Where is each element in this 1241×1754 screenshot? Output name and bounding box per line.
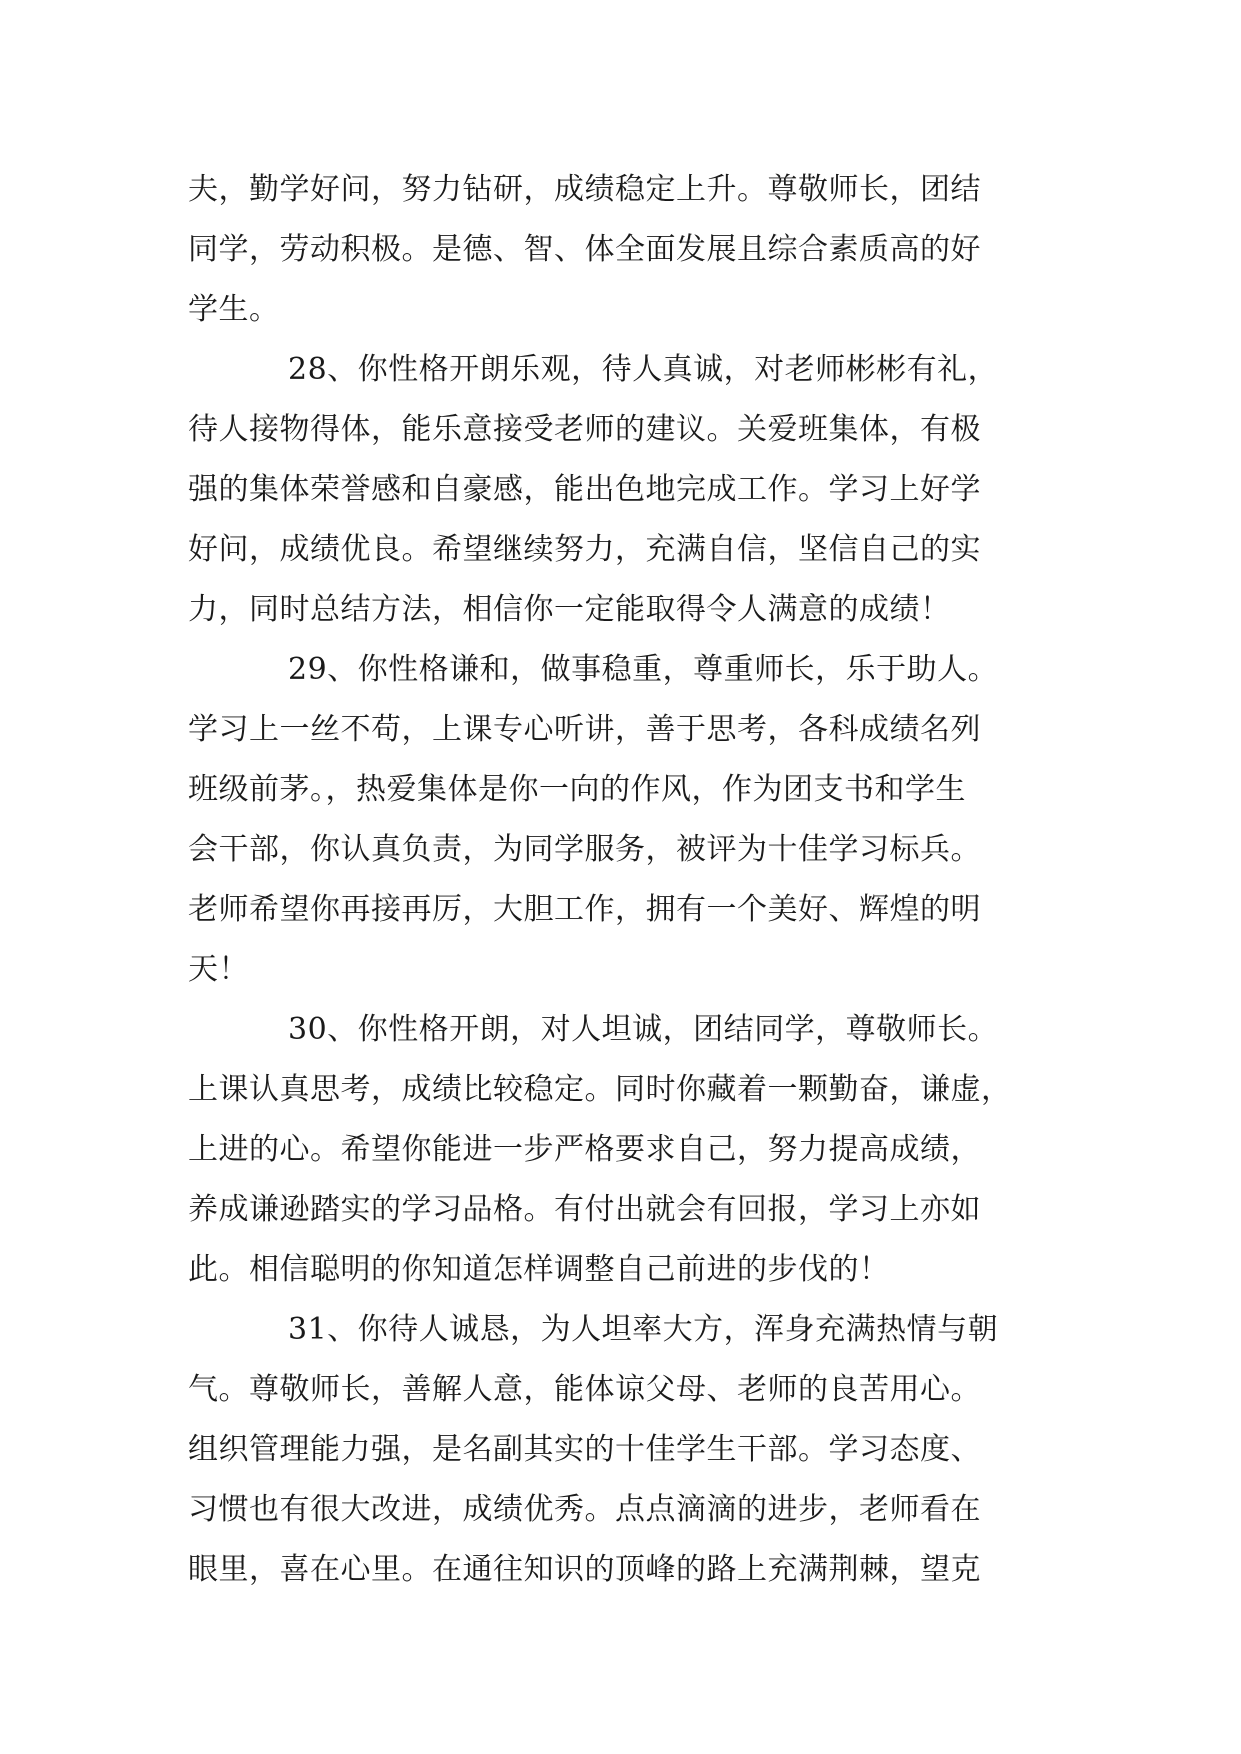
paragraph [188,340,1060,640]
text-line: 力，同时总结方法，相信你一定能取得令人满意的成绩！ [188,592,951,627]
paragraph [188,1300,1060,1600]
text-line: 29、你性格谦和，做事稳重，尊重师长，乐于助人。 [288,652,999,687]
text-line: 气。尊敬师长，善解人意，能体谅父母、老师的良苦用心。 [188,1372,981,1407]
text-line: 此。相信聪明的你知道怎样调整自己前进的步伐的！ [188,1252,890,1287]
text-line: 上课认真思考，成绩比较稳定。同时你藏着一颗勤奋，谦虚， [188,1072,1012,1107]
paragraph [188,160,1060,340]
text-line: 班级前茅。，热爱集体是你一向的作风，作为团支书和学生 [188,772,966,807]
text-line: 养成谦逊踏实的学习品格。有付出就会有回报，学习上亦如 [188,1192,981,1227]
text-line: 组织管理能力强，是名副其实的十佳学生干部。学习态度、 [188,1432,981,1467]
text-line: 天！ [188,952,249,987]
text-line: 31、你待人诚恳，为人坦率大方，浑身充满热情与朝 [288,1312,999,1347]
document-body [188,160,1060,1600]
text-line: 夫，勤学好问，努力钻研，成绩稳定上升。尊敬师长，团结 [188,172,981,207]
text-line: 学生。 [188,292,280,327]
paragraph [188,1000,1060,1300]
text-line: 强的集体荣誉感和自豪感，能出色地完成工作。学习上好学 [188,472,981,507]
text-line: 眼里，喜在心里。在通往知识的顶峰的路上充满荆棘，望克 [188,1552,981,1587]
paragraph [188,640,1060,1000]
text-line: 学习上一丝不苟，上课专心听讲，善于思考，各科成绩名列 [188,712,981,747]
text-line: 会干部，你认真负责，为同学服务，被评为十佳学习标兵。 [188,832,981,867]
text-line: 待人接物得体，能乐意接受老师的建议。关爱班集体，有极 [188,412,981,447]
text-line: 30、你性格开朗，对人坦诚，团结同学，尊敬师长。 [288,1012,999,1047]
text-line: 好问，成绩优良。希望继续努力，充满自信，坚信自己的实 [188,532,981,567]
text-line: 上进的心。希望你能进一步严格要求自己，努力提高成绩， [188,1132,981,1167]
text-line: 28、你性格开朗乐观，待人真诚，对老师彬彬有礼， [288,352,999,387]
text-line: 老师希望你再接再厉，大胆工作，拥有一个美好、辉煌的明 [188,892,981,927]
text-line: 习惯也有很大改进，成绩优秀。点点滴滴的进步，老师看在 [188,1492,981,1527]
text-line: 同学，劳动积极。是德、智、体全面发展且综合素质高的好 [188,232,981,267]
